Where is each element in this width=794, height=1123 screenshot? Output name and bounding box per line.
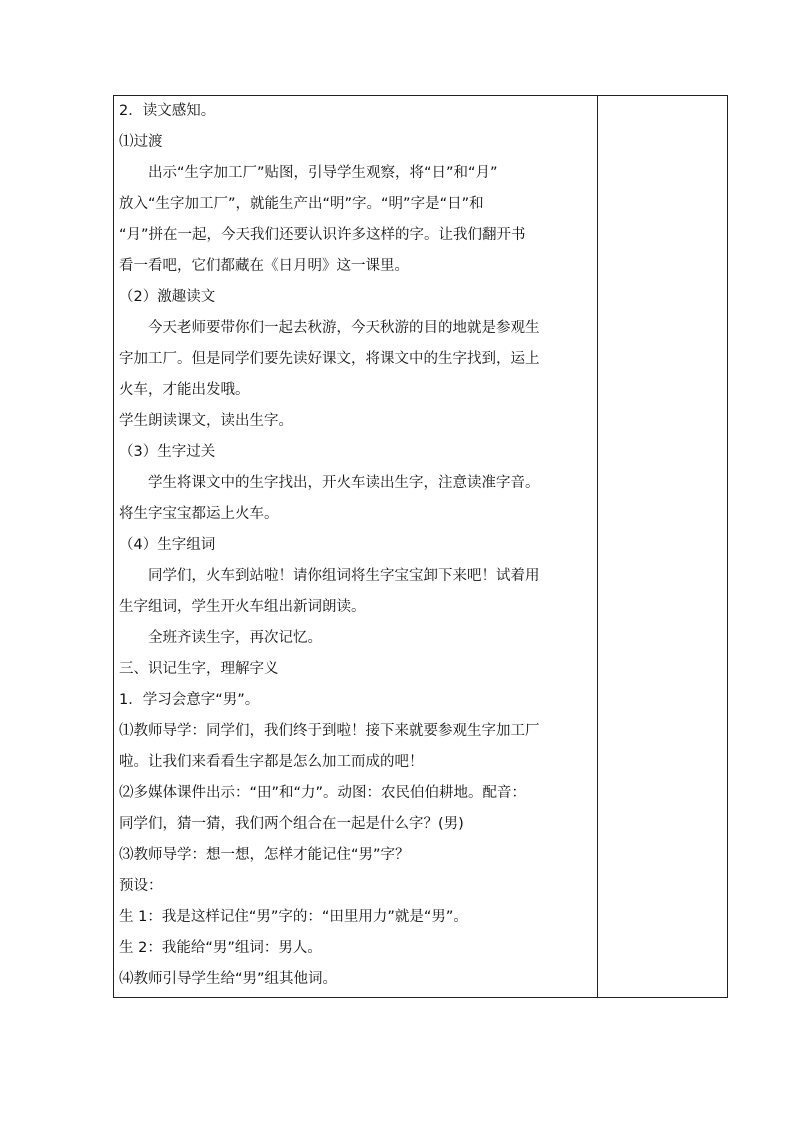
text-line: （2）激趣读文 xyxy=(119,289,216,305)
text-line: （4）生字组词 xyxy=(119,537,216,553)
text-line: 今天老师要带你们一起去秋游，今天秋游的目的地就是参观生 xyxy=(148,320,540,336)
text-line: 学生朗读课文，读出生字。 xyxy=(119,413,293,429)
text-line: 放入“生字加工厂”，就能生产出“明”字。“明”字是“日”和 xyxy=(119,196,484,212)
text-line: 啦。让我们来看看生字都是怎么加工而成的吧！ xyxy=(119,754,424,770)
lesson-table xyxy=(113,95,728,998)
text-line: 字加工厂。但是同学们要先读好课文，将课文中的生字找到，运上 xyxy=(119,351,540,367)
text-line: 生 2：我能给“男”组词：男人。 xyxy=(119,940,322,956)
text-line: 学生将课文中的生字找出，开火车读出生字，注意读准字音。 xyxy=(148,475,540,491)
text-line: 2．读文感知。 xyxy=(119,103,216,119)
text-line: 生 1：我是这样记住“男”字的：“田里用力”就是“男”。 xyxy=(119,909,468,925)
text-line: ⑶教师导学：想一想，怎样才能记住“男”字？ xyxy=(119,847,410,863)
text-line: 同学们，猜一猜，我们两个组合在一起是什么字？(男) xyxy=(119,816,464,832)
text-line: ⑷教师引导学生给“男”组其他词。 xyxy=(119,971,338,987)
text-line: ⑴教师导学：同学们，我们终于到啦！接下来就要参观生字加工厂 xyxy=(119,723,540,739)
text-line: 生字组词，学生开火车组出新词朗读。 xyxy=(119,599,366,615)
text-line: 火车，才能出发哦。 xyxy=(119,382,250,398)
text-line: 将生字宝宝都运上火车。 xyxy=(119,506,279,522)
text-line: 出示“生字加工厂”贴图，引导学生观察，将“日”和“月” xyxy=(148,165,498,181)
text-line: 看一看吧，它们都藏在《日月明》这一课里。 xyxy=(119,258,409,274)
text-line: “月”拼在一起，今天我们还要认识许多这样的字。让我们翻开书 xyxy=(119,227,526,243)
text-line: ⑴过渡 xyxy=(119,134,163,150)
text-line: 全班齐读生字，再次记忆。 xyxy=(148,630,322,646)
text-line: 1．学习会意字“男”。 xyxy=(119,692,260,708)
text-line: 预设： xyxy=(119,878,163,894)
notes-cell xyxy=(598,96,727,997)
text-line: 同学们，火车到站啦！请你组词将生字宝宝卸下来吧！试着用 xyxy=(148,568,540,584)
lesson-content-cell xyxy=(114,96,598,997)
text-line: 三、识记生字，理解字义 xyxy=(119,661,279,677)
text-line: （3）生字过关 xyxy=(119,444,216,460)
text-line: ⑵多媒体课件出示：“田”和“力”。动图：农民伯伯耕地。配音： xyxy=(119,785,527,801)
